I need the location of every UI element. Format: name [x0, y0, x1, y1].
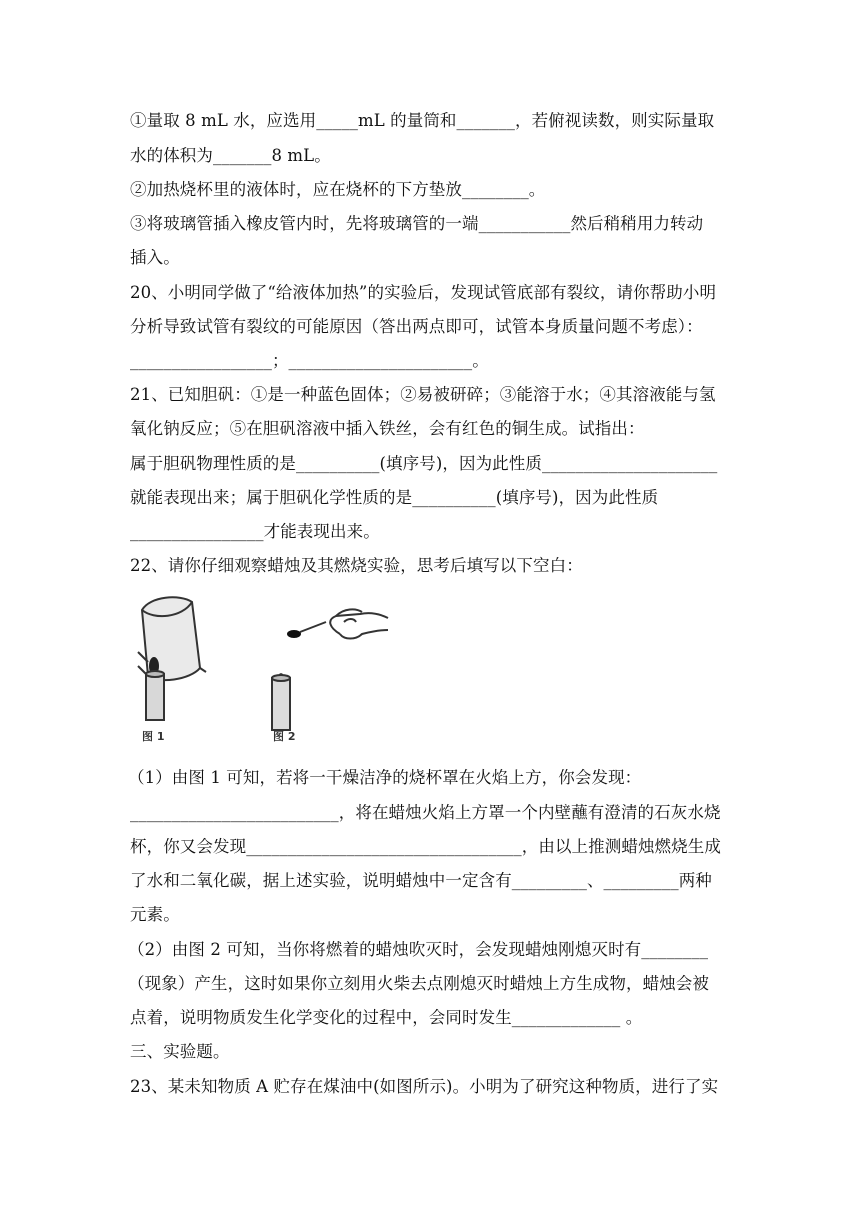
- text-line-4: ③将玻璃管插入橡皮管内时，先将玻璃管的一端___________然后稍稍用力转动: [130, 214, 704, 233]
- text-line-9: 21、已知胆矾：①是一种蓝色固体；②易被研碎；③能溶于水；④其溶液能与氢: [130, 385, 716, 404]
- text-line-15: （1）由图 1 可知，若将一干燥洁净的烧杯罩在火焰上方，你会发现：: [128, 768, 642, 787]
- text-line-8: _________________；______________________。: [130, 351, 489, 370]
- text-line-21: （现象）产生，这时如果你立刻用火柴去点刚熄灭时蜡烛上方生成物，蜡烛会被: [128, 974, 709, 993]
- beaker-over-candle-drawing: [138, 597, 206, 720]
- figure-1-label: 图 1: [142, 730, 165, 743]
- match-over-candle-drawing: [272, 609, 388, 730]
- text-line-24: 23、某未知物质 A 贮存在煤油中(如图所示)。小明为了研究这种物质，进行了实: [130, 1077, 719, 1096]
- text-line-2: 水的体积为_______8 mL。: [130, 146, 331, 165]
- text-line-5: 插入。: [130, 248, 180, 267]
- text-line-6: 20、小明同学做了“给液体加热”的实验后，发现试管底部有裂纹，请你帮助小明: [130, 283, 717, 302]
- text-line-17: 杯，你又会发现_________________________________，由以上推测蜡烛燃烧生成: [130, 837, 721, 856]
- text-line-12: 就能表现出来；属于胆矾化学性质的是__________(填序号)，因为此性质: [130, 488, 659, 507]
- text-line-16: _________________________，将在蜡烛火焰上方罩一个内壁蘸有澄清的石灰水烧: [130, 803, 721, 822]
- candle-experiment-figure: [130, 588, 400, 748]
- text-line-22: 点着，说明物质发生化学变化的过程中，会同时发生_____________ 。: [130, 1008, 643, 1027]
- text-line-18: 了水和二氧化碳，据上述实验，说明蜡烛中一定含有_________、_________两种: [130, 871, 712, 890]
- figure-2-label: 图 2: [273, 730, 296, 743]
- text-line-11: 属于胆矾物理性质的是__________(填序号)，因为此性质_____________________: [130, 454, 718, 473]
- text-line-19: 元素。: [130, 905, 180, 924]
- text-line-1: ①量取 8 mL 水，应选用_____mL 的量筒和_______，若俯视读数，则实际量取: [130, 111, 715, 130]
- section-heading-experiment: 三、实验题。: [130, 1042, 230, 1061]
- text-line-3: ②加热烧杯里的液体时，应在烧杯的下方垫放________。: [130, 180, 546, 199]
- text-line-7: 分析导致试管有裂纹的可能原因（答出两点即可，试管本身质量问题不考虑）：: [130, 317, 703, 336]
- text-line-13: ________________才能表现出来。: [130, 522, 380, 541]
- text-line-20: （2）由图 2 可知，当你将燃着的蜡烛吹灭时，会发现蜡烛刚熄灭时有________: [128, 940, 709, 959]
- text-line-14: 22、请你仔细观察蜡烛及其燃烧实验，思考后填写以下空白：: [130, 556, 583, 575]
- text-line-10: 氧化钠反应；⑤在胆矾溶液中插入铁丝，会有红色的铜生成。试指出：: [130, 419, 645, 438]
